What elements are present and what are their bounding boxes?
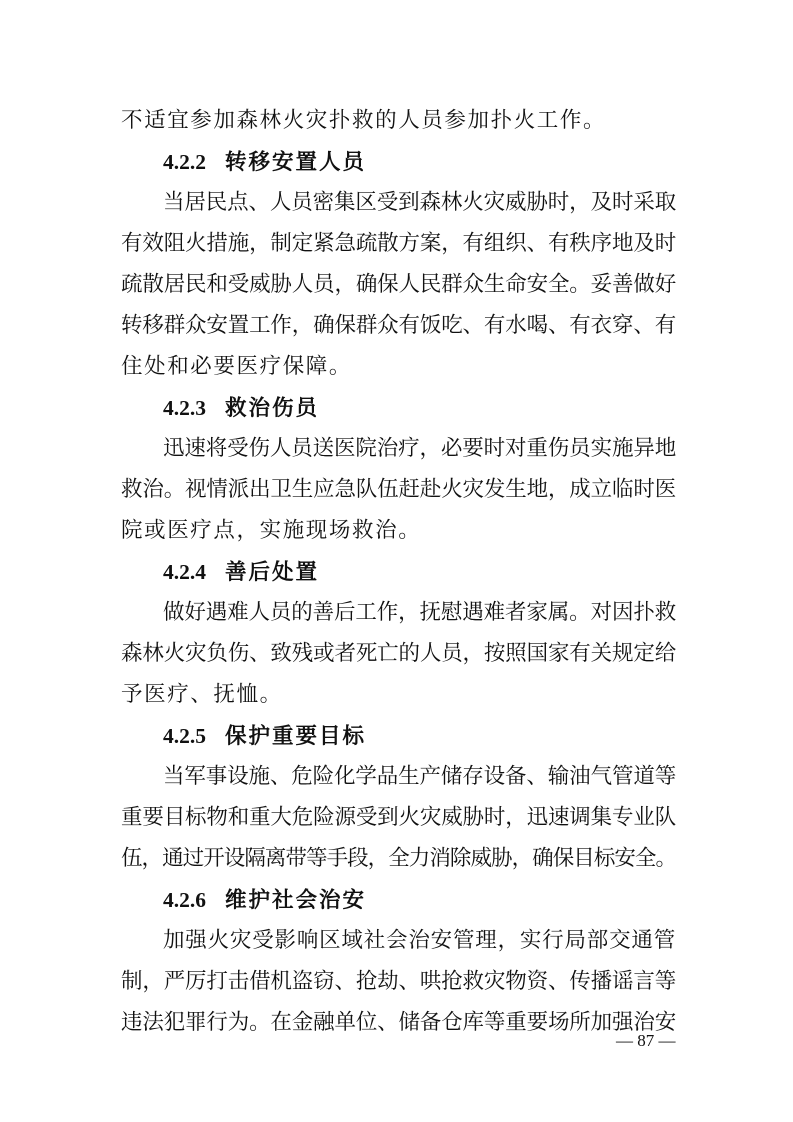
body-line: 不适宜参加森林火灾扑救的人员参加扑火工作。	[121, 108, 607, 133]
body-line: 院或医疗点，实施现场救治。	[121, 518, 422, 543]
section-title: 维护社会治安	[225, 888, 367, 913]
body-line: 当居民点、人员密集区受到森林火灾威胁时，及时采取	[163, 190, 676, 215]
body-line: 森林火灾负伤、致残或者死亡的人员，按照国家有关规定给	[121, 641, 676, 666]
section-heading-4-2-5	[163, 721, 366, 752]
body-line: 做好遇难人员的善后工作，抚慰遇难者家属。对因扑救	[163, 600, 676, 625]
body-line: 有效阻火措施，制定紧急疏散方案，有组织、有秩序地及时	[121, 231, 676, 256]
body-line: 转移群众安置工作，确保群众有饭吃、有水喝、有衣穿、有	[121, 313, 676, 338]
section-number: 4.2.5	[163, 724, 206, 748]
section-number: 4.2.6	[163, 888, 206, 912]
body-line: 当军事设施、危险化学品生产储存设备、输油气管道等	[163, 764, 676, 789]
section-number: 4.2.2	[163, 150, 206, 174]
body-line: 加强火灾受影响区域社会治安管理，实行局部交通管	[163, 928, 676, 953]
body-line: 违法犯罪行为。在金融单位、储备仓库等重要场所加强治安	[121, 1010, 676, 1035]
body-line: 伍，通过开设隔离带等手段，全力消除威胁，确保目标安全。	[121, 846, 676, 871]
section-number: 4.2.4	[163, 560, 206, 584]
section-heading-4-2-4	[163, 557, 319, 588]
section-number: 4.2.3	[163, 396, 206, 420]
body-line: 重要目标物和重大危险源受到火灾威胁时，迅速调集专业队	[121, 805, 676, 830]
page-number: — 87 —	[616, 1031, 676, 1050]
body-line: 疏散居民和受威胁人员，确保人民群众生命安全。妥善做好	[121, 272, 676, 297]
body-line: 予医疗、抚恤。	[121, 682, 283, 707]
section-title: 保护重要目标	[225, 724, 367, 749]
body-line: 迅速将受伤人员送医院治疗，必要时对重伤员实施异地	[163, 436, 676, 461]
section-title: 转移安置人员	[225, 150, 367, 175]
section-heading-4-2-3	[163, 393, 319, 424]
section-heading-4-2-6	[163, 885, 366, 916]
section-title: 善后处置	[225, 560, 320, 585]
body-line: 救治。视情派出卫生应急队伍赶赴火灾发生地，成立临时医	[121, 477, 676, 502]
section-heading-4-2-2	[163, 147, 366, 178]
body-line: 住处和必要医疗保障。	[121, 354, 353, 379]
body-line: 制，严厉打击借机盗窃、抢劫、哄抢救灾物资、传播谣言等	[121, 969, 676, 994]
section-title: 救治伤员	[225, 396, 320, 421]
